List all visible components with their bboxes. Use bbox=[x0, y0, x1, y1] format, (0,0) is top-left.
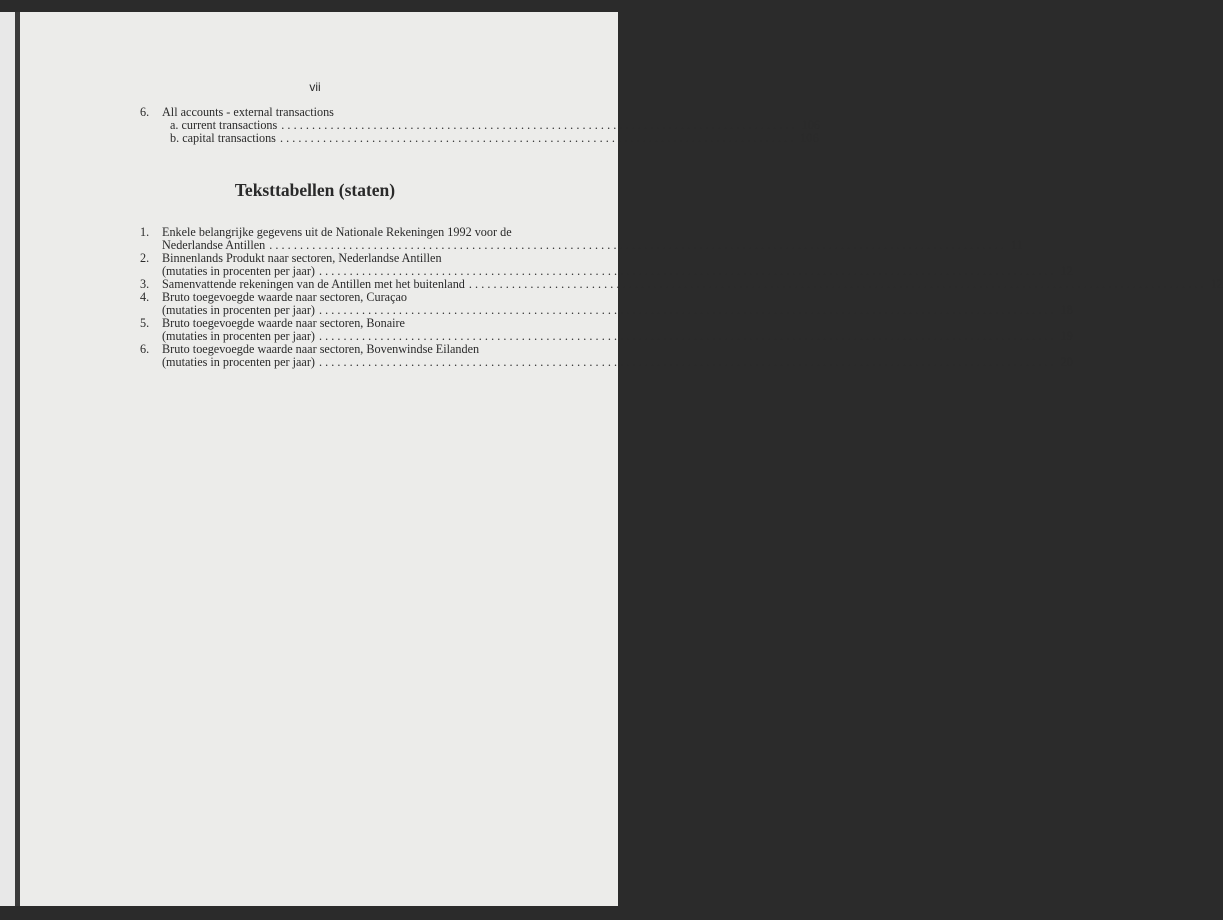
toc-entry[interactable] bbox=[170, 131, 819, 145]
toc-title-line: Bruto toegevoegde waarde naar sectoren, Bovenwindse Eilanden bbox=[162, 342, 480, 356]
toc-entry-label: (mutaties in procenten per jaar) bbox=[162, 303, 315, 317]
document-page bbox=[20, 12, 618, 906]
toc-entry-label: a. current transactions bbox=[170, 118, 278, 132]
toc-entry-label: (mutaties in procenten per jaar) bbox=[162, 355, 315, 369]
toc-entry-label: (mutaties in procenten per jaar) bbox=[162, 329, 315, 343]
toc-title-line: Bruto toegevoegde waarde naar sectoren, Curaçao bbox=[162, 290, 407, 304]
toc-number: 4. bbox=[140, 290, 150, 304]
toc-page-number: 20 bbox=[1060, 355, 1073, 369]
toc-page-number: 12 bbox=[1060, 264, 1073, 278]
toc-page-number: 18 bbox=[1060, 303, 1073, 317]
scan-edge bbox=[0, 12, 15, 906]
toc-title: All accounts - external transactions bbox=[162, 105, 334, 119]
toc-entry-label: Nederlandse Antillen bbox=[162, 238, 266, 252]
toc-page-number: 106 bbox=[801, 118, 820, 132]
toc-entry[interactable] bbox=[162, 355, 1073, 369]
toc-page-number: 106 bbox=[800, 131, 819, 145]
leader-dots: ........................................................................................................................ bbox=[318, 355, 1057, 369]
leader-dots: ........................................................................................................................ bbox=[318, 329, 1057, 343]
leader-dots: .................................................................................... bbox=[281, 118, 798, 132]
toc-title-line: Bruto toegevoegde waarde naar sectoren, Bonaire bbox=[162, 316, 405, 330]
toc-title-line: Binnenlands Produkt naar sectoren, Nederlandse Antillen bbox=[162, 251, 442, 265]
toc-page-number: 19 bbox=[1060, 329, 1073, 343]
toc-entry-label: (mutaties in procenten per jaar) bbox=[162, 264, 315, 278]
toc-number: 1. bbox=[140, 225, 150, 239]
toc-number: 2. bbox=[140, 251, 150, 265]
section-heading: Teksttabellen (staten) bbox=[234, 180, 396, 200]
toc-page-number: 11 bbox=[1010, 238, 1023, 252]
leader-dots: .................................................................................... bbox=[279, 131, 797, 145]
page-number: vii bbox=[309, 80, 321, 94]
leader-dots: ........................................................................................................................ bbox=[318, 303, 1057, 317]
leader-dots: ........................................................................................................................ bbox=[468, 277, 1207, 291]
toc-number: 6. bbox=[140, 342, 150, 356]
toc-entry-label: b. capital transactions bbox=[170, 131, 276, 145]
toc-title-line: Enkele belangrijke gegevens uit de Nationale Rekeningen 1992 voor de bbox=[162, 225, 512, 239]
leader-dots: ........................................................................................................................ bbox=[318, 264, 1057, 278]
toc-number: 3. bbox=[140, 277, 150, 291]
toc-entry-label: Samenvattende rekeningen van de Antillen met het buitenland bbox=[162, 277, 465, 291]
leader-dots: ........................................................................................................................ bbox=[269, 238, 1007, 252]
toc-page-number: 12 bbox=[1210, 277, 1223, 291]
toc-number: 5. bbox=[140, 316, 150, 330]
toc-number: 6. bbox=[140, 105, 150, 119]
